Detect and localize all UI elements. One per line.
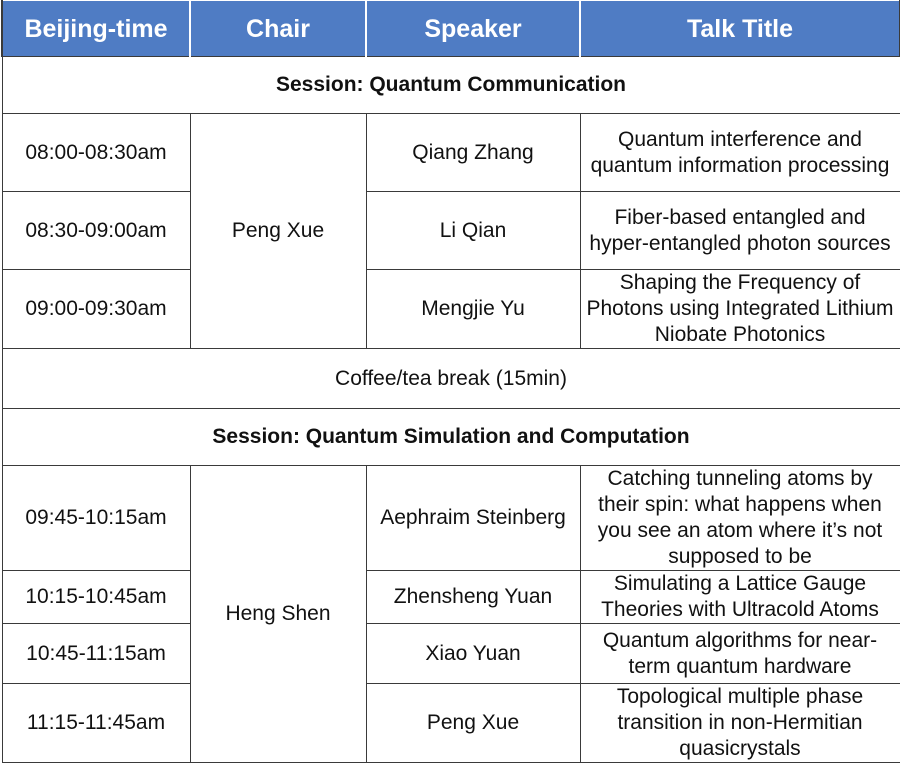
header-talk-title: Talk Title — [580, 1, 900, 57]
time-cell: 11:15-11:45am — [2, 684, 190, 763]
talk-title-cell: Topological multiple phase transition in non-Hermitian quasicrystals — [580, 684, 900, 763]
schedule-table — [1, 0, 900, 763]
talk-title-cell: Quantum algorithms for near-term quantum hardware — [580, 624, 900, 684]
speaker-cell: Zhensheng Yuan — [366, 571, 580, 624]
time-cell: 10:15-10:45am — [2, 571, 190, 624]
break-row — [2, 349, 900, 409]
time-cell: 08:30-09:00am — [2, 192, 190, 270]
header-time: Beijing-time — [2, 1, 190, 57]
session-row — [2, 409, 900, 466]
speaker-cell: Aephraim Steinberg — [366, 466, 580, 571]
table-row — [2, 684, 900, 763]
time-cell: 09:00-09:30am — [2, 270, 190, 349]
table-row — [2, 114, 900, 192]
table-row — [2, 571, 900, 624]
talk-title-cell: Catching tunneling atoms by their spin: what happens when you see an atom where it’s not supposed to be — [580, 466, 900, 571]
session-title: Session: Quantum Communication — [2, 57, 900, 114]
header-chair: Chair — [190, 1, 366, 57]
break-text: Coffee/tea break (15min) — [2, 349, 900, 409]
talk-title-cell: Quantum interference and quantum information processing — [580, 114, 900, 192]
speaker-cell: Peng Xue — [366, 684, 580, 763]
table-row — [2, 624, 900, 684]
talk-title-cell: Fiber-based entangled and hyper-entangled photon sources — [580, 192, 900, 270]
time-cell: 09:45-10:15am — [2, 466, 190, 571]
chair-cell: Heng Shen — [190, 466, 366, 763]
speaker-cell: Mengjie Yu — [366, 270, 580, 349]
table-row — [2, 192, 900, 270]
table-row — [2, 270, 900, 349]
talk-title-cell: Shaping the Frequency of Photons using Integrated Lithium Niobate Photonics — [580, 270, 900, 349]
speaker-cell: Xiao Yuan — [366, 624, 580, 684]
header-speaker: Speaker — [366, 1, 580, 57]
session-title: Session: Quantum Simulation and Computation — [2, 409, 900, 466]
table-row — [2, 466, 900, 571]
time-cell: 08:00-08:30am — [2, 114, 190, 192]
speaker-cell: Li Qian — [366, 192, 580, 270]
header-row — [2, 1, 900, 57]
talk-title-cell: Simulating a Lattice Gauge Theories with Ultracold Atoms — [580, 571, 900, 624]
session-row — [2, 57, 900, 114]
speaker-cell: Qiang Zhang — [366, 114, 580, 192]
chair-cell: Peng Xue — [190, 114, 366, 349]
time-cell: 10:45-11:15am — [2, 624, 190, 684]
